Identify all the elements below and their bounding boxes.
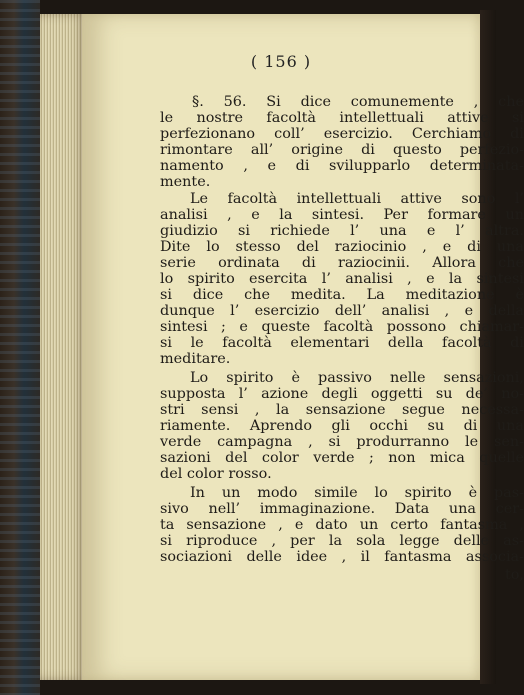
- book-cover-board: [0, 0, 40, 695]
- text-line: giudizio si richiede l’ una e l’ altra.: [160, 223, 524, 239]
- page-number: ( 156 ): [250, 52, 312, 71]
- text-line: supposta l’ azione degli oggetti su de’ no-: [160, 386, 524, 402]
- text-line: analisi , e la sintesi. Per formare un: [160, 207, 524, 223]
- text-line: Le facoltà intellettuali attive sono l’: [190, 191, 524, 207]
- text-line: si le facoltà elementari della facoltà di: [160, 335, 524, 351]
- text-line: rimontare all’ origine di questo perfezio-: [160, 142, 524, 158]
- text-line: le nostre facoltà intellettuali attive si: [160, 110, 524, 126]
- text-line: si riproduce , per la sola legge delle as-: [160, 533, 524, 549]
- text-line: sivo nell’ immaginazione. Data una cer-: [160, 501, 524, 517]
- text-line: namento , e di svilupparlo determinata-: [160, 158, 524, 174]
- text-line: serie ordinata di raziocinii. Allora che: [160, 255, 524, 271]
- text-line: In un modo simile lo spirito è pas-: [190, 485, 524, 501]
- text-line: mente.: [160, 174, 211, 190]
- text-line: perfezionano coll’ esercizio. Cerchiamo di: [160, 126, 524, 142]
- text-line: riamente. Aprendo gli occhi su di una: [160, 418, 524, 434]
- book-page: [82, 14, 524, 680]
- text-line: si dice che meditа. La meditazione è: [160, 287, 524, 303]
- text-line: §. 56. Si dice comunemente , che: [192, 94, 524, 110]
- text-line: stri sensi , la sensazione segue necessa-: [160, 402, 524, 418]
- catchword: to,: [504, 567, 524, 583]
- text-line: sazioni del color verde ; non mica quelle: [160, 450, 524, 466]
- text-line: Lo spirito è passivo nelle sensazioni,: [190, 370, 524, 386]
- text-line: Dite lo stesso del raziocinio , e di una: [160, 239, 524, 255]
- text-line: del color rosso.: [160, 466, 272, 482]
- text-line: verde campagna , si produrranno le sen-: [160, 434, 524, 450]
- text-line: ta sensazione , e dato un certo fantasma ,: [160, 517, 524, 533]
- text-line: lo spirito esercita l’ analisi , e la sintesi: [160, 271, 524, 287]
- marbled-cover-texture: [0, 0, 40, 695]
- text-line: sintesi ; e queste facoltà possono chiamar-: [160, 319, 524, 335]
- text-line: sociazioni delle idee , il fantasma associa-: [160, 549, 524, 565]
- text-line: meditare.: [160, 351, 231, 367]
- page-stack-edge: [40, 14, 86, 680]
- text-line: dunque l’ esercizio dell’ analisi , e della: [160, 303, 524, 319]
